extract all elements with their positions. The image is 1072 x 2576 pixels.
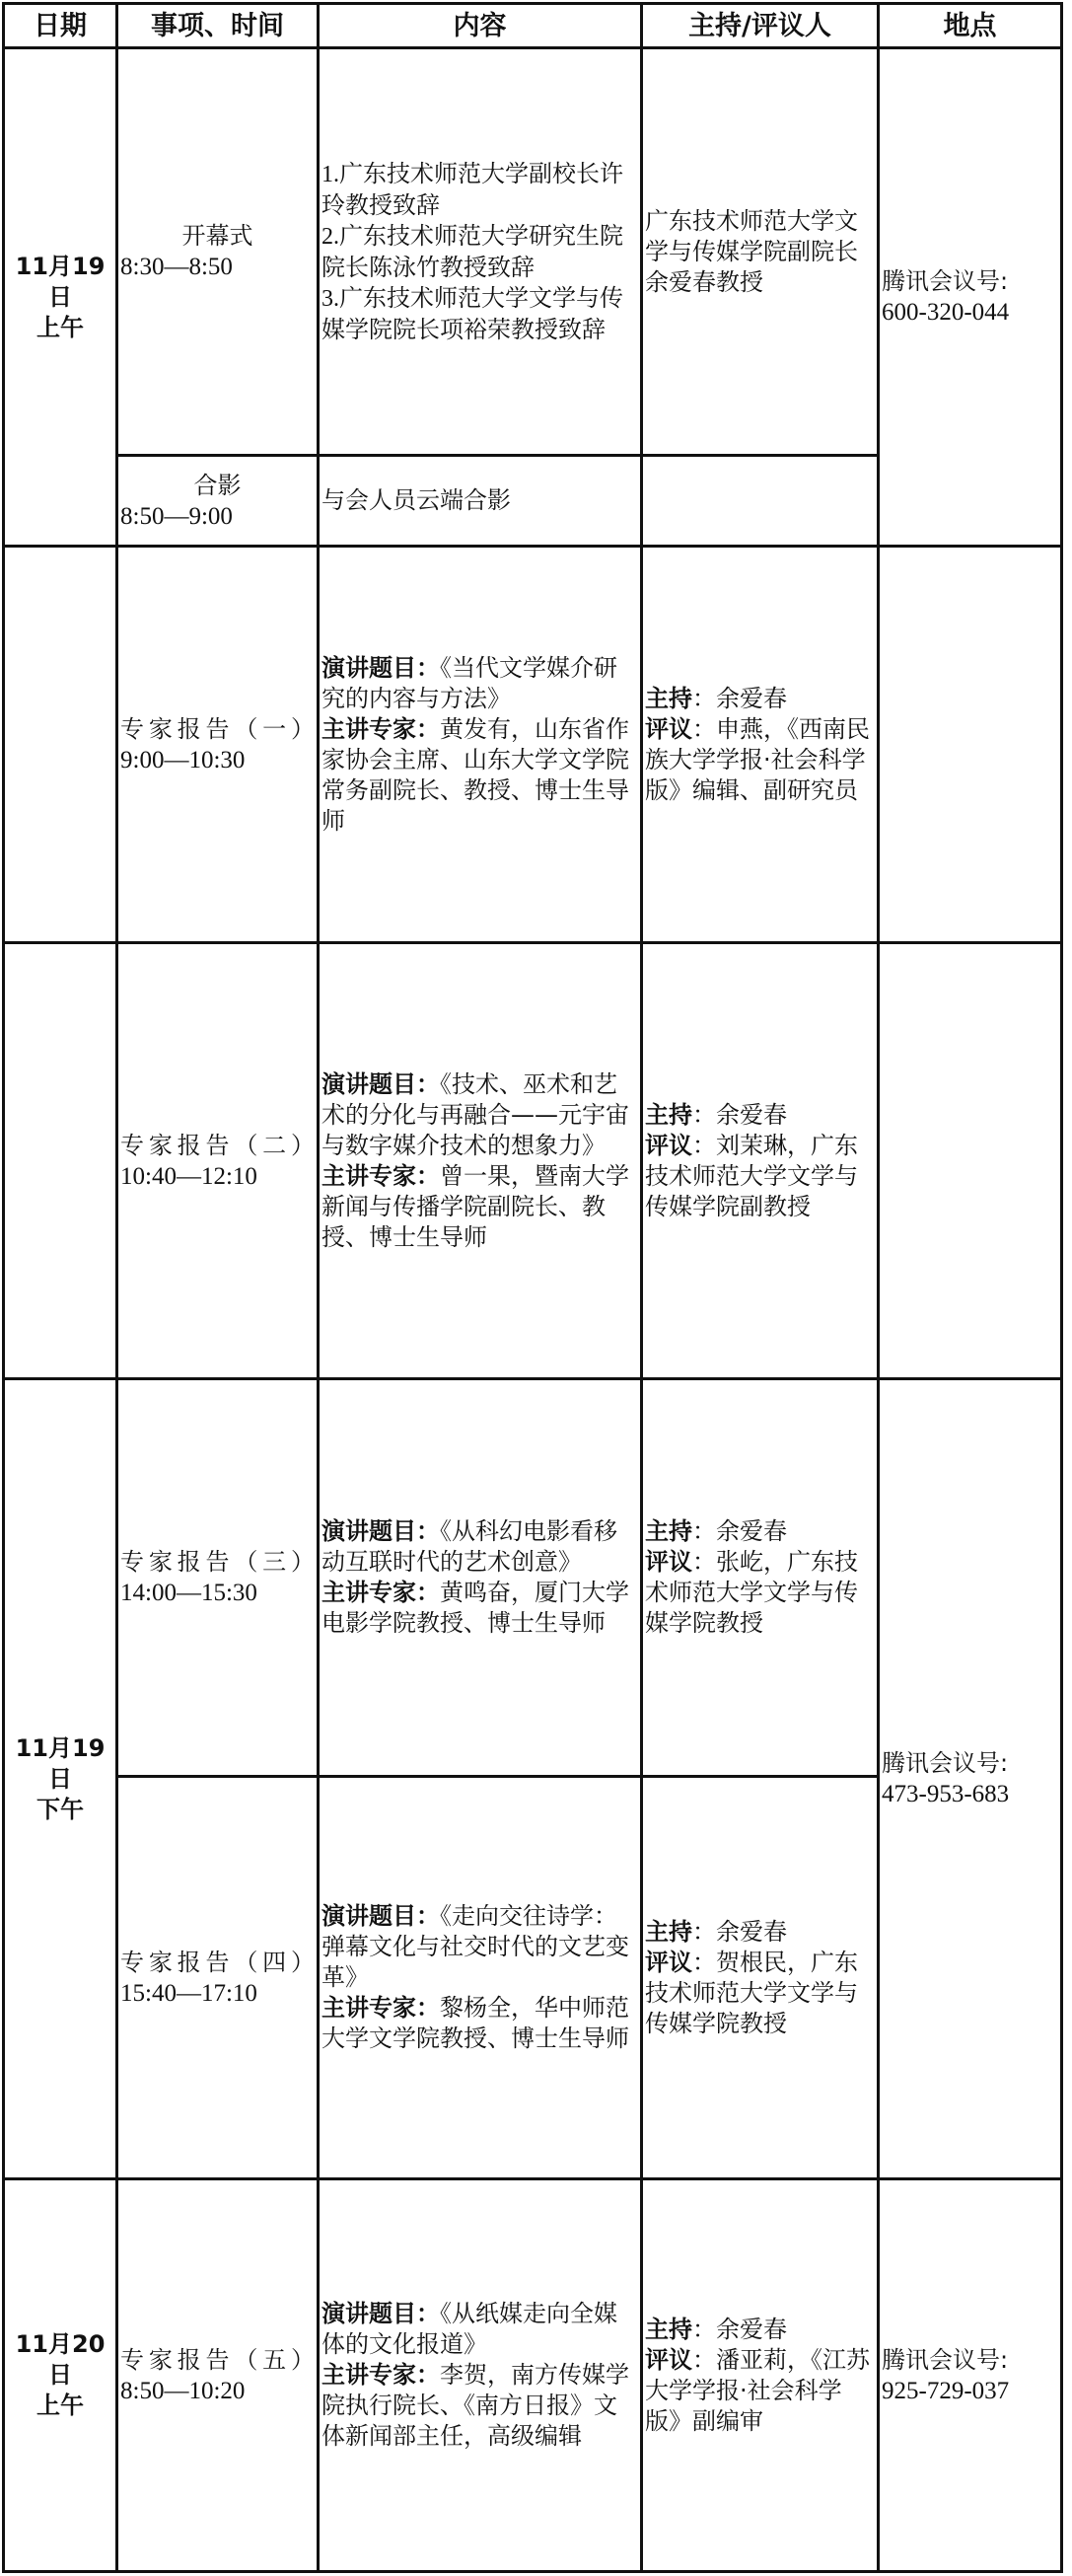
event-name: 合影 xyxy=(193,471,242,499)
event-name: 专家报告（三） xyxy=(120,1548,315,1576)
header-date: 日期 xyxy=(4,4,117,48)
host-text: ：余爱春 xyxy=(692,1100,787,1129)
reviewer-text: ：张屹，广东技术师范大学文学与传媒学院教授 xyxy=(645,1548,858,1637)
venue-label: 腾讯会议号: xyxy=(882,267,1009,295)
event-time: 8:30—8:50 xyxy=(120,254,233,280)
event-name: 专家报告（四） xyxy=(120,1948,315,1976)
event-cell xyxy=(117,48,319,456)
topic-label: 演讲题目： xyxy=(322,2300,440,2327)
venue-cell xyxy=(879,943,1062,1379)
host-cell xyxy=(642,1777,879,2179)
content-item: 1.广东技术师范大学副校长许玲教授致辞 xyxy=(322,159,623,219)
host-label: 主持 xyxy=(645,2315,692,2343)
venue-label: 腾讯会议号: xyxy=(882,1749,1009,1777)
host-text: ：余爱春 xyxy=(692,1517,787,1545)
meeting-number: 473-953-683 xyxy=(882,1781,1010,1807)
content-cell xyxy=(319,2179,642,2572)
reviewer-label: 评议 xyxy=(645,1948,692,1976)
header-venue: 地点 xyxy=(879,4,1062,48)
event-cell xyxy=(117,1777,319,2179)
event-cell xyxy=(117,2179,319,2572)
reviewer-label: 评议 xyxy=(645,1131,692,1159)
reviewer-text: ：申燕，《西南民族大学学报·社会科学版》编辑、副研究员 xyxy=(645,714,870,804)
table-row xyxy=(4,943,1062,1379)
event-cell xyxy=(117,1379,319,1777)
topic-text: 《从科幻电影看移动互联时代的艺术创意》 xyxy=(322,1517,617,1576)
topic-text: 《技术、巫术和艺术的分化与再融合——元宇宙与数字媒介技术的想象力》 xyxy=(322,1069,629,1159)
header-event-time: 事项、时间 xyxy=(117,4,319,48)
reviewer-text: ：潘亚莉，《江苏大学学报·社会科学版》副编审 xyxy=(645,2345,870,2435)
content-cell xyxy=(319,1379,642,1777)
speaker-text: 李贺，南方传媒学院执行院长、《南方日报》文体新闻部主任，高级编辑 xyxy=(322,2361,629,2450)
date-period: 上午 xyxy=(36,2392,84,2419)
content-cell xyxy=(319,943,642,1379)
header-row xyxy=(4,4,1062,48)
reviewer-text: ：刘茉琳，广东技术师范大学文学与传媒学院副教授 xyxy=(645,1131,858,1220)
speaker-text: 黄鸣奋，厦门大学电影学院教授、博士生导师 xyxy=(322,1579,629,1637)
event-name: 开幕式 xyxy=(181,222,253,250)
header-host: 主持/评议人 xyxy=(642,4,879,48)
host-cell xyxy=(642,456,879,547)
speaker-label: 主讲专家： xyxy=(322,1579,440,1606)
date-cell xyxy=(4,2179,117,2572)
meeting-number: 925-729-037 xyxy=(882,2377,1010,2404)
host-cell xyxy=(642,2179,879,2572)
table-row xyxy=(4,48,1062,456)
reviewer-label: 评议 xyxy=(645,714,692,743)
topic-text: 《当代文学媒介研究的内容与方法》 xyxy=(322,653,617,712)
content-cell: 与会人员云端合影 xyxy=(319,456,642,547)
meeting-number: 600-320-044 xyxy=(882,299,1010,326)
content-cell xyxy=(319,547,642,943)
date-cell xyxy=(4,943,117,1379)
venue-cell xyxy=(879,1379,1062,2179)
venue-label: 腾讯会议号: xyxy=(882,2345,1009,2374)
event-cell xyxy=(117,943,319,1379)
event-time: 10:40—12:10 xyxy=(120,1162,257,1190)
host-cell xyxy=(642,547,879,943)
date-line: 日 xyxy=(48,2361,72,2389)
date-line: 日 xyxy=(48,1764,72,1793)
host-cell: 广东技术师范大学文学与传媒学院副院长余爱春教授 xyxy=(642,48,879,456)
event-time: 8:50—9:00 xyxy=(120,502,233,530)
content-cell xyxy=(319,1777,642,2179)
date-line: 11月19 xyxy=(15,252,106,280)
event-time: 14:00—15:30 xyxy=(120,1580,257,1606)
host-label: 主持 xyxy=(645,1100,692,1129)
event-time: 8:50—10:20 xyxy=(120,2377,246,2404)
date-period: 上午 xyxy=(36,313,84,341)
host-label: 主持 xyxy=(645,684,692,712)
speaker-label: 主讲专家： xyxy=(322,2361,440,2389)
speaker-text: 黄发有，山东省作家协会主席、山东大学文学院常务副院长、教授、博士生导师 xyxy=(322,714,629,835)
host-text: ：余爱春 xyxy=(692,684,787,712)
header-content: 内容 xyxy=(319,4,642,48)
reviewer-label: 评议 xyxy=(645,1548,692,1576)
date-cell xyxy=(4,1379,117,2179)
date-period: 下午 xyxy=(36,1795,84,1823)
event-name: 专家报告（一） xyxy=(120,714,315,743)
event-time: 9:00—10:30 xyxy=(120,746,246,773)
topic-label: 演讲题目： xyxy=(322,1517,440,1545)
content-cell xyxy=(319,48,642,456)
date-cell xyxy=(4,48,117,547)
speaker-label: 主讲专家： xyxy=(322,1161,440,1190)
reviewer-label: 评议 xyxy=(645,2345,692,2374)
event-name: 专家报告（五） xyxy=(120,2345,315,2374)
host-cell xyxy=(642,943,879,1379)
speaker-label: 主讲专家： xyxy=(322,1994,440,2022)
venue-cell xyxy=(879,547,1062,943)
host-text: ：余爱春 xyxy=(692,1917,787,1946)
topic-label: 演讲题目： xyxy=(322,1902,440,1930)
date-cell xyxy=(4,547,117,943)
venue-cell xyxy=(879,48,1062,547)
speaker-text: 黎杨全，华中师范大学文学院教授、博士生导师 xyxy=(322,1994,629,2052)
table-row xyxy=(4,547,1062,943)
schedule-table xyxy=(2,2,1063,2573)
event-name: 专家报告（二） xyxy=(120,1131,315,1159)
host-label: 主持 xyxy=(645,1917,692,1946)
topic-label: 演讲题目： xyxy=(322,1069,440,1098)
content-item: 3.广东技术师范大学文学与传媒学院院长项裕荣教授致辞 xyxy=(322,283,623,343)
event-cell xyxy=(117,456,319,547)
topic-label: 演讲题目： xyxy=(322,653,440,682)
host-text: ：余爱春 xyxy=(692,2315,787,2343)
date-line: 日 xyxy=(48,282,72,311)
event-time: 15:40—17:10 xyxy=(120,1979,257,2007)
topic-text: 《从纸媒走向全媒体的文化报道》 xyxy=(322,2300,617,2358)
date-line: 11月19 xyxy=(15,1733,106,1762)
table-row xyxy=(4,2179,1062,2572)
content-item: 2.广东技术师范大学研究生院院长陈泳竹教授致辞 xyxy=(322,221,623,281)
venue-cell xyxy=(879,2179,1062,2572)
table-row xyxy=(4,1379,1062,1777)
date-line: 11月20 xyxy=(15,2330,106,2358)
speaker-text: 曾一果，暨南大学新闻与传播学院副院长、教授、博士生导师 xyxy=(322,1161,629,1251)
reviewer-text: ：贺根民，广东技术师范大学文学与传媒学院教授 xyxy=(645,1948,858,2037)
host-label: 主持 xyxy=(645,1517,692,1545)
topic-text: 《走向交往诗学：弹幕文化与社交时代的文艺变革》 xyxy=(322,1902,629,1991)
host-cell xyxy=(642,1379,879,1777)
event-cell xyxy=(117,547,319,943)
speaker-label: 主讲专家： xyxy=(322,714,440,743)
